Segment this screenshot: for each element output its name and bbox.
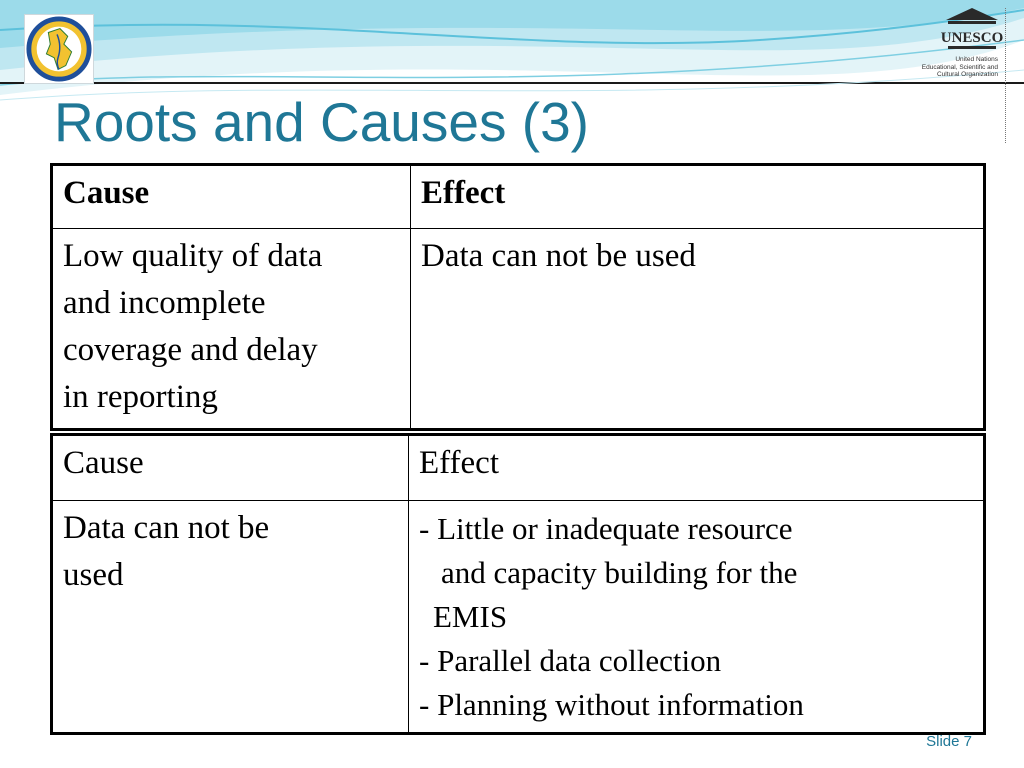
unesco-caption-line: Educational, Scientific and: [921, 63, 998, 71]
header-effect: Effect: [411, 165, 985, 229]
cause-cell: [52, 229, 411, 430]
unesco-caption-line: Cultural Organization: [936, 71, 998, 78]
unesco-caption: [900, 56, 998, 79]
cause-line: Low quality of data: [63, 238, 323, 274]
effect-line: - Parallel data collection: [419, 643, 722, 678]
cause-effect-table-1: [50, 163, 986, 431]
effect-line: - Planning without information: [419, 687, 804, 722]
dotted-divider: [1005, 8, 1006, 143]
cause-line: in reporting: [63, 379, 218, 415]
cause-line: and incomplete: [63, 285, 266, 321]
table-header-row: [52, 435, 985, 501]
cause-line: used: [63, 557, 124, 593]
effect-line: EMIS: [433, 599, 508, 634]
header-cause: Cause: [52, 435, 409, 501]
slide-number: Slide 7: [926, 733, 972, 750]
cause-cell: [52, 501, 409, 734]
effect-cell: [409, 501, 985, 734]
unesco-logo: [940, 6, 1004, 54]
mekong-institute-logo: [24, 14, 94, 84]
header-effect: Effect: [409, 435, 985, 501]
table-row: [52, 229, 985, 430]
slide-title: Roots and Causes (3): [54, 91, 589, 153]
cause-effect-table-2: [50, 433, 986, 735]
effect-line: and capacity building for the: [441, 555, 798, 590]
unesco-wordmark: UNESCO: [940, 30, 1004, 46]
header-cause: Cause: [52, 165, 411, 229]
table-row: [52, 501, 985, 734]
effect-cell: Data can not be used: [411, 229, 985, 430]
cause-line: coverage and delay: [63, 332, 318, 368]
unesco-caption-line: United Nations: [955, 56, 998, 63]
effect-line: - Little or inadequate resource: [419, 511, 793, 546]
table-header-row: [52, 165, 985, 229]
cause-line: Data can not be: [63, 510, 270, 546]
